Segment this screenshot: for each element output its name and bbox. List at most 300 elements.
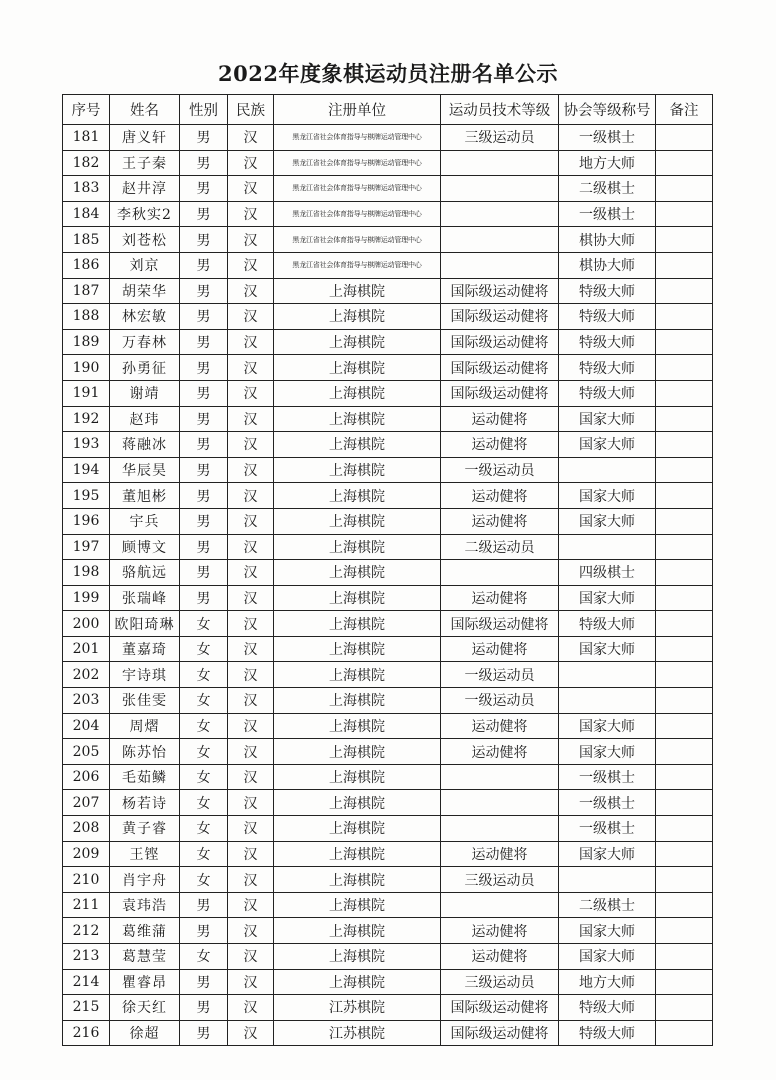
- cell-gender: 女: [180, 867, 228, 893]
- cell-assoc-title: 国家大师: [559, 944, 656, 970]
- cell-tech-level: 国际级运动健将: [441, 304, 559, 330]
- cell-gender: 男: [180, 560, 228, 586]
- table-body: [63, 125, 713, 1046]
- cell-tech-level: [441, 764, 559, 790]
- table-row: [63, 355, 713, 381]
- cell-ethnicity: 汉: [228, 944, 274, 970]
- cell-assoc-title: 特级大师: [559, 1020, 656, 1046]
- cell-ethnicity: 汉: [228, 662, 274, 688]
- cell-unit: 黑龙江省社会体育指导与棋牌运动管理中心: [274, 150, 441, 176]
- cell-tech-level: 国际级运动健将: [441, 1020, 559, 1046]
- cell-assoc-title: 特级大师: [559, 380, 656, 406]
- cell-name: 袁玮浩: [110, 892, 180, 918]
- cell-number: 193: [63, 432, 110, 458]
- cell-unit: 上海棋院: [274, 790, 441, 816]
- cell-assoc-title: 特级大师: [559, 278, 656, 304]
- cell-number: 201: [63, 636, 110, 662]
- table-row: [63, 406, 713, 432]
- table-row: [63, 969, 713, 995]
- cell-note: [656, 432, 713, 458]
- cell-assoc-title: 特级大师: [559, 329, 656, 355]
- cell-note: [656, 969, 713, 995]
- registration-table: [62, 94, 713, 1046]
- cell-tech-level: [441, 150, 559, 176]
- table-row: [63, 636, 713, 662]
- cell-name: 黄子睿: [110, 816, 180, 842]
- cell-assoc-title: 国家大师: [559, 841, 656, 867]
- cell-note: [656, 662, 713, 688]
- cell-number: 208: [63, 816, 110, 842]
- cell-note: [656, 560, 713, 586]
- cell-unit: 上海棋院: [274, 918, 441, 944]
- cell-unit: 上海棋院: [274, 969, 441, 995]
- cell-unit: 上海棋院: [274, 534, 441, 560]
- table-row: [63, 483, 713, 509]
- cell-unit: 上海棋院: [274, 892, 441, 918]
- cell-gender: 男: [180, 125, 228, 151]
- cell-name: 陈苏怡: [110, 739, 180, 765]
- cell-gender: 男: [180, 355, 228, 381]
- cell-assoc-title: 二级棋士: [559, 176, 656, 202]
- cell-name: 葛维蒲: [110, 918, 180, 944]
- cell-name: 刘京: [110, 252, 180, 278]
- cell-assoc-title: 棋协大师: [559, 227, 656, 253]
- cell-assoc-title: 一级棋士: [559, 790, 656, 816]
- cell-note: [656, 713, 713, 739]
- cell-name: 张佳雯: [110, 688, 180, 714]
- cell-number: 196: [63, 508, 110, 534]
- table-row: [63, 892, 713, 918]
- cell-assoc-title: 国家大师: [559, 508, 656, 534]
- cell-name: 赵玮: [110, 406, 180, 432]
- cell-name: 孙勇征: [110, 355, 180, 381]
- cell-name: 骆航远: [110, 560, 180, 586]
- cell-ethnicity: 汉: [228, 969, 274, 995]
- cell-name: 张瑞峰: [110, 585, 180, 611]
- table-row: [63, 457, 713, 483]
- cell-number: 185: [63, 227, 110, 253]
- table-row: [63, 790, 713, 816]
- cell-assoc-title: 四级棋士: [559, 560, 656, 586]
- cell-gender: 男: [180, 329, 228, 355]
- cell-unit: 江苏棋院: [274, 995, 441, 1021]
- cell-note: [656, 764, 713, 790]
- cell-ethnicity: 汉: [228, 150, 274, 176]
- cell-note: [656, 841, 713, 867]
- cell-unit: 上海棋院: [274, 355, 441, 381]
- table-row: [63, 150, 713, 176]
- cell-tech-level: 一级运动员: [441, 688, 559, 714]
- cell-gender: 女: [180, 662, 228, 688]
- cell-number: 206: [63, 764, 110, 790]
- cell-gender: 女: [180, 739, 228, 765]
- cell-unit: 上海棋院: [274, 636, 441, 662]
- cell-tech-level: 三级运动员: [441, 969, 559, 995]
- cell-name: 顾博文: [110, 534, 180, 560]
- cell-note: [656, 1020, 713, 1046]
- cell-tech-level: [441, 892, 559, 918]
- cell-ethnicity: 汉: [228, 995, 274, 1021]
- table-row: [63, 918, 713, 944]
- cell-note: [656, 534, 713, 560]
- cell-assoc-title: 国家大师: [559, 739, 656, 765]
- cell-name: 徐超: [110, 1020, 180, 1046]
- cell-gender: 男: [180, 432, 228, 458]
- cell-ethnicity: 汉: [228, 278, 274, 304]
- table-row: [63, 611, 713, 637]
- cell-name: 华辰昊: [110, 457, 180, 483]
- cell-name: 董旭彬: [110, 483, 180, 509]
- cell-number: 211: [63, 892, 110, 918]
- cell-ethnicity: 汉: [228, 534, 274, 560]
- cell-number: 190: [63, 355, 110, 381]
- table-row: [63, 201, 713, 227]
- cell-assoc-title: 国家大师: [559, 713, 656, 739]
- cell-gender: 男: [180, 201, 228, 227]
- cell-note: [656, 304, 713, 330]
- cell-number: 207: [63, 790, 110, 816]
- cell-tech-level: 二级运动员: [441, 534, 559, 560]
- cell-number: 202: [63, 662, 110, 688]
- cell-ethnicity: 汉: [228, 611, 274, 637]
- cell-ethnicity: 汉: [228, 713, 274, 739]
- table-row: [63, 739, 713, 765]
- cell-number: 197: [63, 534, 110, 560]
- table-row: [63, 867, 713, 893]
- cell-gender: 男: [180, 457, 228, 483]
- cell-note: [656, 688, 713, 714]
- cell-unit: 上海棋院: [274, 713, 441, 739]
- cell-assoc-title: 特级大师: [559, 995, 656, 1021]
- cell-gender: 男: [180, 1020, 228, 1046]
- cell-ethnicity: 汉: [228, 176, 274, 202]
- cell-gender: 女: [180, 764, 228, 790]
- cell-gender: 男: [180, 969, 228, 995]
- cell-gender: 男: [180, 508, 228, 534]
- cell-note: [656, 150, 713, 176]
- cell-note: [656, 867, 713, 893]
- cell-name: 宇兵: [110, 508, 180, 534]
- cell-ethnicity: 汉: [228, 867, 274, 893]
- cell-gender: 男: [180, 534, 228, 560]
- cell-tech-level: 国际级运动健将: [441, 380, 559, 406]
- table-row: [63, 176, 713, 202]
- cell-number: 214: [63, 969, 110, 995]
- cell-ethnicity: 汉: [228, 201, 274, 227]
- cell-ethnicity: 汉: [228, 483, 274, 509]
- cell-unit: 上海棋院: [274, 457, 441, 483]
- cell-name: 赵井淳: [110, 176, 180, 202]
- cell-note: [656, 995, 713, 1021]
- cell-note: [656, 739, 713, 765]
- cell-tech-level: [441, 252, 559, 278]
- table-row: [63, 125, 713, 151]
- cell-gender: 女: [180, 713, 228, 739]
- cell-name: 万春林: [110, 329, 180, 355]
- cell-ethnicity: 汉: [228, 918, 274, 944]
- cell-assoc-title: [559, 688, 656, 714]
- cell-tech-level: 国际级运动健将: [441, 611, 559, 637]
- cell-note: [656, 406, 713, 432]
- table-header-row: [63, 95, 713, 125]
- cell-assoc-title: [559, 662, 656, 688]
- table-row: [63, 944, 713, 970]
- cell-name: 谢靖: [110, 380, 180, 406]
- cell-tech-level: 运动健将: [441, 585, 559, 611]
- cell-assoc-title: 特级大师: [559, 611, 656, 637]
- cell-number: 210: [63, 867, 110, 893]
- table-row: [63, 252, 713, 278]
- cell-tech-level: 运动健将: [441, 841, 559, 867]
- cell-assoc-title: 二级棋士: [559, 892, 656, 918]
- table-row: [63, 764, 713, 790]
- cell-number: 189: [63, 329, 110, 355]
- cell-unit: 上海棋院: [274, 560, 441, 586]
- cell-ethnicity: 汉: [228, 688, 274, 714]
- cell-gender: 男: [180, 150, 228, 176]
- cell-tech-level: 运动健将: [441, 713, 559, 739]
- cell-tech-level: 运动健将: [441, 483, 559, 509]
- cell-ethnicity: 汉: [228, 457, 274, 483]
- cell-gender: 男: [180, 304, 228, 330]
- cell-unit: 上海棋院: [274, 841, 441, 867]
- cell-ethnicity: 汉: [228, 739, 274, 765]
- cell-unit: 黑龙江省社会体育指导与棋牌运动管理中心: [274, 176, 441, 202]
- cell-name: 葛慧莹: [110, 944, 180, 970]
- table-row: [63, 816, 713, 842]
- cell-number: 182: [63, 150, 110, 176]
- cell-assoc-title: 地方大师: [559, 969, 656, 995]
- cell-name: 毛茹鳞: [110, 764, 180, 790]
- cell-ethnicity: 汉: [228, 125, 274, 151]
- cell-ethnicity: 汉: [228, 380, 274, 406]
- cell-ethnicity: 汉: [228, 227, 274, 253]
- header-note: 备注: [656, 95, 713, 125]
- cell-ethnicity: 汉: [228, 355, 274, 381]
- cell-name: 蒋融冰: [110, 432, 180, 458]
- cell-number: 216: [63, 1020, 110, 1046]
- header-number: 序号: [63, 95, 110, 125]
- cell-note: [656, 816, 713, 842]
- cell-gender: 男: [180, 995, 228, 1021]
- header-assoc-title: 协会等级称号: [559, 95, 656, 125]
- cell-unit: 上海棋院: [274, 483, 441, 509]
- cell-ethnicity: 汉: [228, 304, 274, 330]
- cell-number: 205: [63, 739, 110, 765]
- table-row: [63, 278, 713, 304]
- cell-gender: 女: [180, 841, 228, 867]
- cell-name: 瞿睿昂: [110, 969, 180, 995]
- cell-tech-level: 国际级运动健将: [441, 278, 559, 304]
- cell-ethnicity: 汉: [228, 252, 274, 278]
- cell-assoc-title: 一级棋士: [559, 816, 656, 842]
- cell-note: [656, 457, 713, 483]
- cell-name: 刘苍松: [110, 227, 180, 253]
- cell-name: 王铿: [110, 841, 180, 867]
- cell-assoc-title: 国家大师: [559, 432, 656, 458]
- cell-unit: 上海棋院: [274, 662, 441, 688]
- cell-number: 204: [63, 713, 110, 739]
- cell-name: 周熠: [110, 713, 180, 739]
- table-row: [63, 329, 713, 355]
- cell-name: 徐天红: [110, 995, 180, 1021]
- cell-tech-level: 运动健将: [441, 636, 559, 662]
- cell-name: 林宏敏: [110, 304, 180, 330]
- cell-note: [656, 252, 713, 278]
- cell-tech-level: 运动健将: [441, 508, 559, 534]
- cell-assoc-title: [559, 457, 656, 483]
- cell-ethnicity: 汉: [228, 892, 274, 918]
- cell-tech-level: 运动健将: [441, 918, 559, 944]
- cell-unit: 上海棋院: [274, 585, 441, 611]
- cell-tech-level: [441, 176, 559, 202]
- cell-gender: 男: [180, 176, 228, 202]
- cell-number: 192: [63, 406, 110, 432]
- table-row: [63, 508, 713, 534]
- cell-assoc-title: 国家大师: [559, 406, 656, 432]
- cell-note: [656, 355, 713, 381]
- cell-gender: 女: [180, 944, 228, 970]
- cell-unit: 上海棋院: [274, 432, 441, 458]
- cell-ethnicity: 汉: [228, 560, 274, 586]
- table-row: [63, 713, 713, 739]
- cell-unit: 上海棋院: [274, 867, 441, 893]
- cell-unit: 黑龙江省社会体育指导与棋牌运动管理中心: [274, 252, 441, 278]
- cell-name: 王子秦: [110, 150, 180, 176]
- cell-tech-level: 国际级运动健将: [441, 355, 559, 381]
- cell-ethnicity: 汉: [228, 585, 274, 611]
- cell-name: 李秋实2: [110, 201, 180, 227]
- cell-unit: 上海棋院: [274, 611, 441, 637]
- cell-unit: 上海棋院: [274, 304, 441, 330]
- cell-tech-level: 一级运动员: [441, 662, 559, 688]
- table-row: [63, 380, 713, 406]
- header-tech-level: 运动员技术等级: [441, 95, 559, 125]
- cell-note: [656, 918, 713, 944]
- cell-gender: 女: [180, 611, 228, 637]
- cell-note: [656, 227, 713, 253]
- table-row: [63, 227, 713, 253]
- cell-number: 195: [63, 483, 110, 509]
- cell-tech-level: 国际级运动健将: [441, 995, 559, 1021]
- table-row: [63, 995, 713, 1021]
- cell-ethnicity: 汉: [228, 790, 274, 816]
- table-row: [63, 1020, 713, 1046]
- cell-assoc-title: 一级棋士: [559, 764, 656, 790]
- cell-gender: 男: [180, 278, 228, 304]
- cell-gender: 男: [180, 406, 228, 432]
- cell-gender: 男: [180, 380, 228, 406]
- cell-tech-level: [441, 816, 559, 842]
- cell-tech-level: 运动健将: [441, 944, 559, 970]
- cell-number: 198: [63, 560, 110, 586]
- cell-name: 杨若诗: [110, 790, 180, 816]
- cell-ethnicity: 汉: [228, 1020, 274, 1046]
- cell-unit: 上海棋院: [274, 508, 441, 534]
- cell-number: 209: [63, 841, 110, 867]
- cell-note: [656, 585, 713, 611]
- cell-unit: 上海棋院: [274, 406, 441, 432]
- cell-number: 199: [63, 585, 110, 611]
- table-row: [63, 560, 713, 586]
- cell-ethnicity: 汉: [228, 764, 274, 790]
- cell-tech-level: [441, 227, 559, 253]
- cell-note: [656, 944, 713, 970]
- cell-assoc-title: 一级棋士: [559, 125, 656, 151]
- cell-number: 200: [63, 611, 110, 637]
- cell-assoc-title: 国家大师: [559, 585, 656, 611]
- cell-note: [656, 176, 713, 202]
- cell-number: 191: [63, 380, 110, 406]
- cell-unit: 上海棋院: [274, 278, 441, 304]
- page-title: 2022年度象棋运动员注册名单公示: [218, 61, 558, 86]
- cell-tech-level: 三级运动员: [441, 125, 559, 151]
- cell-name: 唐义轩: [110, 125, 180, 151]
- cell-ethnicity: 汉: [228, 508, 274, 534]
- cell-number: 203: [63, 688, 110, 714]
- cell-name: 胡荣华: [110, 278, 180, 304]
- cell-number: 194: [63, 457, 110, 483]
- cell-unit: 上海棋院: [274, 380, 441, 406]
- cell-note: [656, 201, 713, 227]
- cell-tech-level: [441, 790, 559, 816]
- cell-unit: 黑龙江省社会体育指导与棋牌运动管理中心: [274, 227, 441, 253]
- cell-ethnicity: 汉: [228, 841, 274, 867]
- cell-number: 212: [63, 918, 110, 944]
- cell-note: [656, 278, 713, 304]
- cell-gender: 男: [180, 483, 228, 509]
- cell-name: 宇诗琪: [110, 662, 180, 688]
- cell-unit: 黑龙江省社会体育指导与棋牌运动管理中心: [274, 201, 441, 227]
- cell-unit: 江苏棋院: [274, 1020, 441, 1046]
- header-gender: 性别: [180, 95, 228, 125]
- cell-assoc-title: 棋协大师: [559, 252, 656, 278]
- cell-number: 213: [63, 944, 110, 970]
- cell-assoc-title: 国家大师: [559, 483, 656, 509]
- cell-gender: 男: [180, 585, 228, 611]
- cell-gender: 女: [180, 688, 228, 714]
- cell-gender: 女: [180, 636, 228, 662]
- cell-number: 186: [63, 252, 110, 278]
- cell-unit: 黑龙江省社会体育指导与棋牌运动管理中心: [274, 125, 441, 151]
- cell-ethnicity: 汉: [228, 329, 274, 355]
- cell-note: [656, 483, 713, 509]
- cell-tech-level: 运动健将: [441, 739, 559, 765]
- cell-note: [656, 508, 713, 534]
- cell-gender: 男: [180, 918, 228, 944]
- table-row: [63, 432, 713, 458]
- cell-tech-level: 运动健将: [441, 432, 559, 458]
- cell-ethnicity: 汉: [228, 406, 274, 432]
- cell-assoc-title: 地方大师: [559, 150, 656, 176]
- cell-note: [656, 636, 713, 662]
- cell-assoc-title: 国家大师: [559, 636, 656, 662]
- table-row: [63, 585, 713, 611]
- header-name: 姓名: [110, 95, 180, 125]
- cell-number: 188: [63, 304, 110, 330]
- cell-unit: 上海棋院: [274, 816, 441, 842]
- cell-gender: 男: [180, 227, 228, 253]
- cell-gender: 男: [180, 892, 228, 918]
- cell-note: [656, 329, 713, 355]
- cell-tech-level: [441, 560, 559, 586]
- cell-assoc-title: 特级大师: [559, 355, 656, 381]
- cell-assoc-title: 特级大师: [559, 304, 656, 330]
- cell-note: [656, 380, 713, 406]
- cell-tech-level: 运动健将: [441, 406, 559, 432]
- header-unit: 注册单位: [274, 95, 441, 125]
- cell-unit: 上海棋院: [274, 739, 441, 765]
